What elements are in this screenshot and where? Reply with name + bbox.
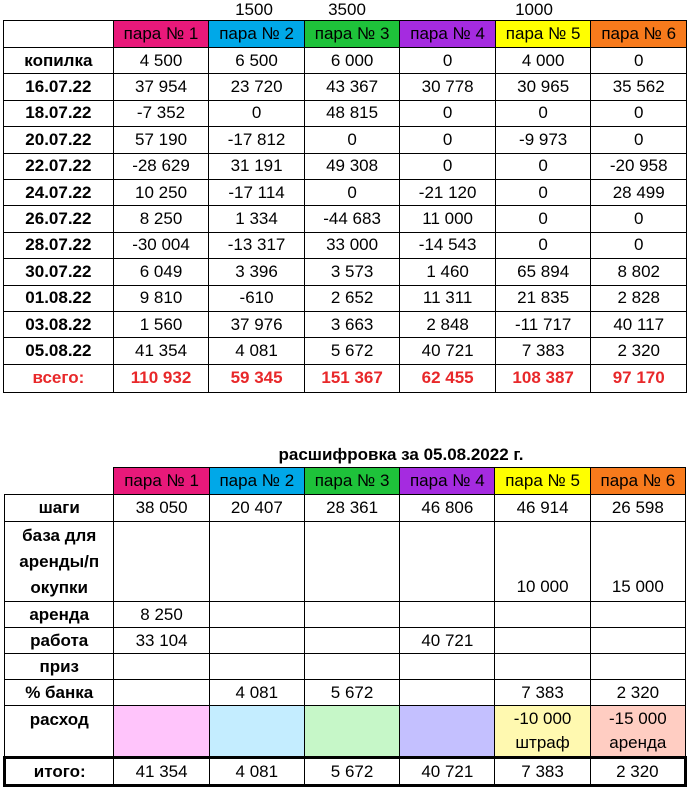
expense-value [304,706,399,758]
bank-value [400,680,495,706]
cell-value: 35 562 [591,74,687,100]
row-label: 28.07.22 [4,232,114,258]
cell-value: 28 499 [591,179,687,205]
cell-value: -21 120 [400,179,496,205]
table-row [4,127,687,153]
cell-value: -20 958 [591,153,687,179]
work-value [304,628,399,654]
steps-value: 20 407 [209,495,304,522]
work-value [495,628,590,654]
expense-value [114,706,209,758]
cell-value: 2 848 [400,311,496,337]
work-value [590,628,685,654]
header-pair2: пара № 2 [209,468,304,495]
cell-value: 49 308 [304,153,400,179]
prize-value [304,654,399,680]
total-label: всего: [4,364,114,392]
cell-value: -610 [209,285,305,311]
cell-value: 41 354 [113,338,209,364]
itogo-row [5,758,686,786]
header-row [4,21,687,48]
cell-value: 0 [495,100,591,126]
row-label: 22.07.22 [4,153,114,179]
cell-value: -9 973 [495,127,591,153]
cell-value: 0 [400,127,496,153]
itogo-value: 7 383 [495,758,590,786]
prize-value [114,654,209,680]
itogo-value: 40 721 [400,758,495,786]
header-pair3: пара № 3 [304,21,400,48]
expense-value [495,706,590,758]
breakdown-table [3,467,687,787]
cell-value: 43 367 [304,74,400,100]
work-value [209,628,304,654]
cell-value: 4 500 [113,48,209,74]
table-row [4,259,687,285]
itogo-value: 5 672 [304,758,399,786]
corner-cell [5,468,114,495]
prize-value [209,654,304,680]
header-pair1: пара № 1 [114,468,209,495]
base-value [304,522,399,602]
top-number-pair2: 1500 [235,0,273,19]
cell-value: 30 965 [495,74,591,100]
header-pair6: пара № 6 [590,468,685,495]
cell-value: 4 081 [209,338,305,364]
cell-value: 6 000 [304,48,400,74]
header-pair4: пара № 4 [400,468,495,495]
cell-value: 57 190 [113,127,209,153]
rent-row [5,602,686,628]
top-number-pair5: 1000 [515,0,553,19]
cell-value: 4 000 [495,48,591,74]
row-label: 16.07.22 [4,74,114,100]
itogo-label: итого: [5,758,114,786]
base-value: 10 000 [495,522,590,602]
cell-value: 3 663 [304,311,400,337]
cell-value: 0 [304,179,400,205]
cell-value: 1 334 [209,206,305,232]
cell-value: -28 629 [113,153,209,179]
cell-value: 0 [495,179,591,205]
cell-value: 7 383 [495,338,591,364]
cell-value: -13 317 [209,232,305,258]
cell-value: 3 396 [209,259,305,285]
cell-value: 21 835 [495,285,591,311]
bank-value [114,680,209,706]
prize-value [400,654,495,680]
cell-value: 0 [209,100,305,126]
table-row [4,311,687,337]
header-pair3: пара № 3 [304,468,399,495]
base-row [5,522,686,602]
breakdown-title: расшифровка за 05.08.2022 г. [278,445,524,464]
row-label: 03.08.22 [4,311,114,337]
header-pair4: пара № 4 [400,21,496,48]
table-row [4,179,687,205]
table-row [4,285,687,311]
cell-value: 33 000 [304,232,400,258]
work-value: 40 721 [400,628,495,654]
bank-value: 7 383 [495,680,590,706]
bank-value: 2 320 [590,680,685,706]
base-value [400,522,495,602]
summary-table [3,20,687,393]
cell-value: -11 717 [495,311,591,337]
cell-value: 0 [495,232,591,258]
cell-value: 3 573 [304,259,400,285]
expense-note: аренда [609,733,667,752]
total-value: 62 455 [400,364,496,392]
cell-value: 0 [495,153,591,179]
cell-value: 9 810 [113,285,209,311]
work-label: работа [5,628,114,654]
cell-value: 31 191 [209,153,305,179]
expense-value [209,706,304,758]
table-row [4,153,687,179]
work-row [5,628,686,654]
base-label-line: окупки [30,577,88,597]
cell-value: 6 500 [209,48,305,74]
itogo-value: 41 354 [114,758,209,786]
row-label: 24.07.22 [4,179,114,205]
cell-value: 0 [400,48,496,74]
cell-value: 23 720 [209,74,305,100]
header-pair1: пара № 1 [113,21,209,48]
header-row [5,468,686,495]
rent-label: аренда [5,602,114,628]
cell-value: 0 [591,206,687,232]
cell-value: 0 [400,100,496,126]
prize-label: приз [5,654,114,680]
base-label-line: база для [22,525,97,545]
row-label: 20.07.22 [4,127,114,153]
cell-value: 2 320 [591,338,687,364]
base-label [5,522,114,602]
steps-value: 46 914 [495,495,590,522]
header-pair5: пара № 5 [495,21,591,48]
total-value: 97 170 [591,364,687,392]
base-value [209,522,304,602]
cell-value: -30 004 [113,232,209,258]
rent-value [209,602,304,628]
cell-value: 40 117 [591,311,687,337]
expense-row [5,706,686,758]
table-row [4,48,687,74]
base-label-line: аренды/п [19,551,100,571]
cell-value: 0 [591,100,687,126]
cell-value: 8 802 [591,259,687,285]
cell-value: 48 815 [304,100,400,126]
total-value: 59 345 [209,364,305,392]
cell-value: 65 894 [495,259,591,285]
prize-value [590,654,685,680]
header-pair6: пара № 6 [591,21,687,48]
cell-value: 0 [591,48,687,74]
row-label: 26.07.22 [4,206,114,232]
table-row [4,232,687,258]
cell-value: 0 [591,232,687,258]
cell-value: 11 000 [400,206,496,232]
rent-value [400,602,495,628]
work-value: 33 104 [114,628,209,654]
row-label: 05.08.22 [4,338,114,364]
steps-value: 46 806 [400,495,495,522]
header-pair2: пара № 2 [209,21,305,48]
expense-line: -15 000 [609,709,667,728]
itogo-value: 4 081 [209,758,304,786]
total-value: 151 367 [304,364,400,392]
row-label: копилка [4,48,114,74]
row-label: 30.07.22 [4,259,114,285]
cell-value: 2 652 [304,285,400,311]
cell-value: 0 [495,206,591,232]
bank-value: 4 081 [209,680,304,706]
steps-value: 26 598 [590,495,685,522]
rent-value [590,602,685,628]
base-value: 15 000 [590,522,685,602]
cell-value: -14 543 [400,232,496,258]
table-row [4,206,687,232]
total-row [4,364,687,392]
expense-line: -10 000 [513,709,572,728]
expense-value [590,706,685,758]
cell-value: 8 250 [113,206,209,232]
row-label: 18.07.22 [4,100,114,126]
rent-value [495,602,590,628]
cell-value: 0 [304,127,400,153]
expense-label: расход [5,706,114,758]
cell-value: 6 049 [113,259,209,285]
cell-value: 1 560 [113,311,209,337]
corner-cell [4,21,114,48]
top-number-pair3: 3500 [328,0,366,19]
steps-value: 38 050 [114,495,209,522]
total-value: 110 932 [113,364,209,392]
prize-row [5,654,686,680]
base-value [114,522,209,602]
table-row [4,74,687,100]
cell-value: 5 672 [304,338,400,364]
table-row [4,338,687,364]
steps-row [5,495,686,522]
rent-value: 8 250 [114,602,209,628]
cell-value: 10 250 [113,179,209,205]
cell-value: -44 683 [304,206,400,232]
cell-value: 11 311 [400,285,496,311]
cell-value: 1 460 [400,259,496,285]
rent-value [304,602,399,628]
cell-value: -17 114 [209,179,305,205]
expense-value [400,706,495,758]
bank-value: 5 672 [304,680,399,706]
bank-row [5,680,686,706]
steps-label: шаги [5,495,114,522]
cell-value: -7 352 [113,100,209,126]
cell-value: 37 954 [113,74,209,100]
prize-value [495,654,590,680]
row-label: 01.08.22 [4,285,114,311]
expense-note: штраф [515,733,570,752]
cell-value: 40 721 [400,338,496,364]
itogo-value: 2 320 [590,758,685,786]
cell-value: 0 [400,153,496,179]
cell-value: 37 976 [209,311,305,337]
cell-value: -17 812 [209,127,305,153]
bank-label: % банка [5,680,114,706]
cell-value: 30 778 [400,74,496,100]
cell-value: 0 [591,127,687,153]
steps-value: 28 361 [304,495,399,522]
cell-value: 2 828 [591,285,687,311]
table-row [4,100,687,126]
header-pair5: пара № 5 [495,468,590,495]
total-value: 108 387 [495,364,591,392]
